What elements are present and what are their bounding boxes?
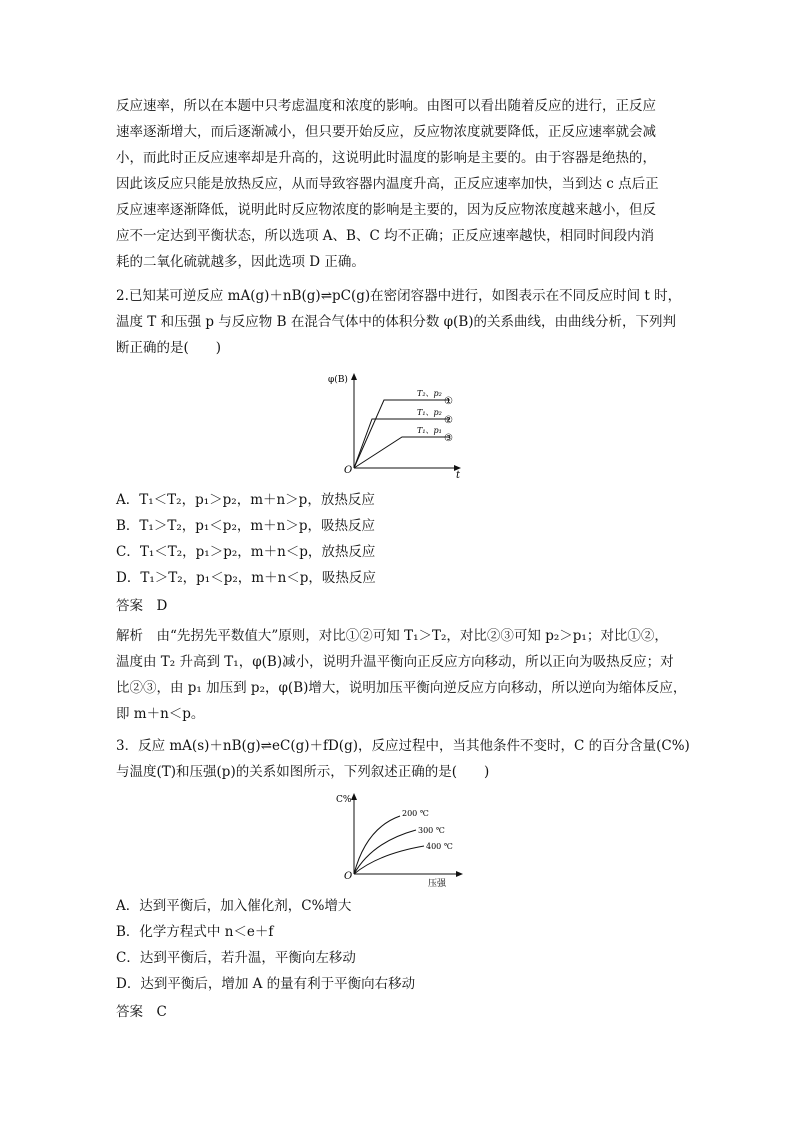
q3-origin-label: O bbox=[344, 871, 353, 882]
explanation-line: 反应速率，所以在本题中只考虑温度和浓度的影响。由图可以看出随着反应的进行，正反应 bbox=[116, 98, 656, 114]
q2-y-arrow-icon bbox=[351, 373, 357, 380]
q2-analysis-line: 解析 由“先拐先平数值大”原则，对比①②可知 T₁＞T₂，对比②③可知 p₂＞p₁；对比①②， bbox=[116, 628, 668, 644]
explanation-line: 耗的二氧化硫就越多，因此选项 D 正确。 bbox=[116, 254, 365, 270]
q2-curve-3-marker: ③ bbox=[444, 433, 453, 444]
q2-analysis-line: 比②③，由 p₁ 加压到 p₂，φ(B)增大，说明加压平衡向逆反应方向移动，所以逆向为缩体反应， bbox=[116, 680, 687, 696]
q3-option-b: B．化学方程式中 n＜e＋f bbox=[116, 924, 274, 940]
explanation-line: 反应速率逐渐降低，说明此时反应物浓度的影响是主要的，因为反应物浓度越来越小，但反 bbox=[116, 202, 656, 218]
q2-answer: 答案 D bbox=[116, 598, 168, 614]
q2-figure bbox=[322, 366, 472, 478]
q3-figure bbox=[332, 786, 472, 888]
q2-option-a: A．T₁＜T₂，p₁＞p₂，m＋n＞p，放热反应 bbox=[116, 492, 375, 508]
q3-y-arrow-icon bbox=[351, 793, 357, 800]
q2-analysis-line: 温度由 T₂ 升高到 T₁，φ(B)减小，说明升温平衡向正反应方向移动，所以正向为吸热反应；对 bbox=[116, 654, 674, 670]
q2-option-c: C．T₁＜T₂，p₁＞p₂，m＋n＜p，放热反应 bbox=[116, 544, 376, 560]
q2-stem-line: 温度 T 和压强 p 与反应物 B 在混合气体中的体积分数 φ(B)的关系曲线，由曲线分析，下列判 bbox=[116, 314, 677, 330]
q3-answer: 答案 C bbox=[116, 1004, 167, 1020]
q2-x-label: t bbox=[456, 470, 461, 478]
q2-curve-2-marker: ② bbox=[444, 415, 453, 426]
explanation-line: 速率逐渐增大，而后逐渐减小，但只要开始反应，反应物浓度就要降低，正反应速率就会减 bbox=[116, 124, 656, 140]
q3-curve-300-label: 300 ℃ bbox=[418, 826, 445, 835]
q3-y-label: C% bbox=[336, 795, 352, 805]
q3-curve-200 bbox=[354, 816, 400, 874]
q3-option-a: A．达到平衡后，加入催化剂，C%增大 bbox=[116, 898, 352, 914]
q2-curve-3 bbox=[354, 437, 450, 468]
q2-stem-line: 2.已知某可逆反应 mA(g)＋nB(g)⇌pC(g)在密闭容器中进行，如图表示在不同反应时间 t 时， bbox=[116, 288, 682, 304]
q2-option-d: D．T₁＞T₂，p₁＜p₂，m＋n＜p，吸热反应 bbox=[116, 570, 376, 586]
q2-curve-3-label: T₁、p₁ bbox=[417, 426, 442, 435]
q2-option-b: B．T₁＞T₂，p₁＜p₂，m＋n＞p，吸热反应 bbox=[116, 518, 375, 534]
explanation-line: 应不一定达到平衡状态，所以选项 A、B、C 均不正确；正反应速率越快，相同时间段内消 bbox=[116, 228, 655, 244]
q2-stem-line: 断正确的是( ) bbox=[116, 340, 222, 356]
explanation-line: 小，而此时正反应速率却是升高的，这说明此时温度的影响是主要的。由于容器是绝热的， bbox=[116, 150, 656, 166]
q3-option-c: C．达到平衡后，若升温，平衡向左移动 bbox=[116, 950, 356, 966]
explanation-line: 因此该反应只能是放热反应，从而导致容器内温度升高，正反应速率加快，当到达 c 点后正 bbox=[116, 176, 659, 192]
q2-curve-1-label: T₂、p₂ bbox=[417, 389, 442, 398]
q3-x-arrow-icon bbox=[456, 871, 463, 877]
q3-x-label: 压强 bbox=[428, 879, 447, 888]
q3-option-d: D．达到平衡后，增加 A 的量有利于平衡向右移动 bbox=[116, 976, 416, 992]
q3-curve-400-label: 400 ℃ bbox=[426, 842, 453, 851]
q2-curve-1-marker: ① bbox=[444, 396, 453, 407]
q2-curve-2-label: T₁、p₂ bbox=[417, 408, 442, 417]
q3-stem-line: 3．反应 mA(s)＋nB(g)⇌eC(g)＋fD(g)，反应过程中，当其他条件不变时，C 的百分含量(C%) bbox=[116, 738, 690, 754]
q2-y-label: φ(B) bbox=[328, 375, 348, 385]
q3-stem-line: 与温度(T)和压强(p)的关系如图所示，下列叙述正确的是( ) bbox=[116, 764, 490, 780]
q2-analysis-line: 即 m＋n＜p。 bbox=[116, 706, 205, 722]
q2-origin-label: O bbox=[344, 465, 353, 476]
q3-curve-200-label: 200 ℃ bbox=[402, 809, 429, 818]
